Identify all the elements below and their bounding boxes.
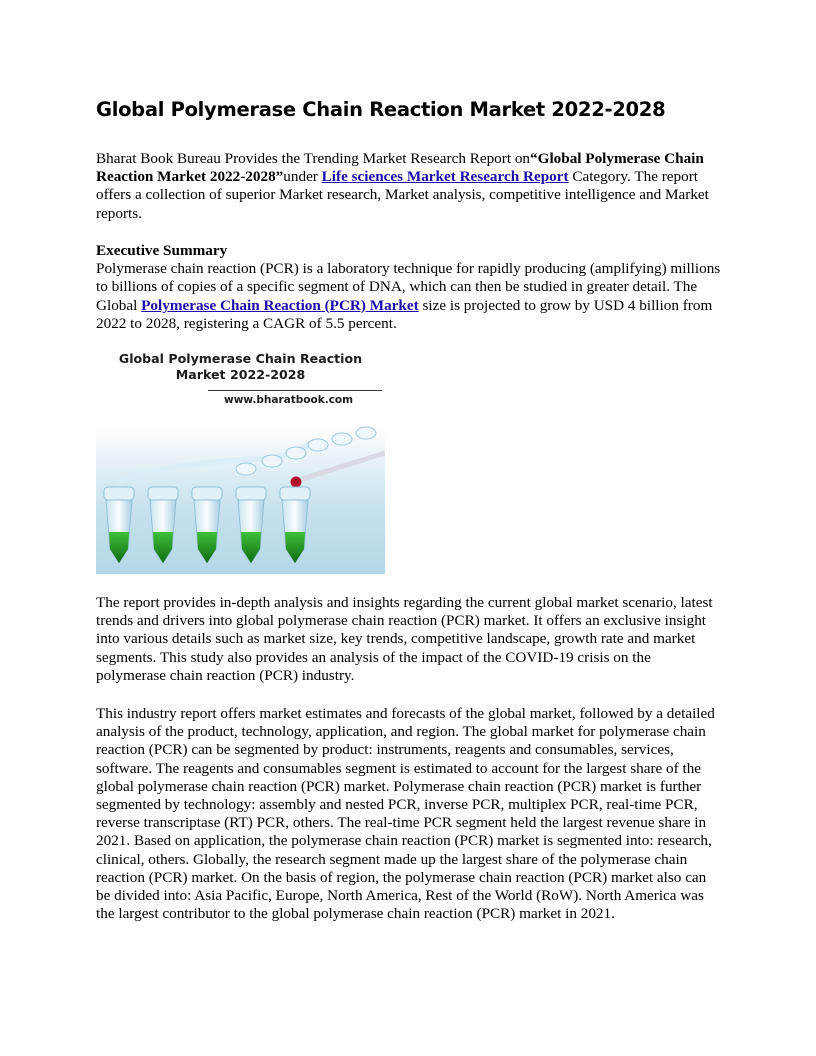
promo-title: Global Polymerase Chain Reaction Market 2022-2028 — [118, 351, 363, 382]
promo-url: www.bharatbook.com — [224, 394, 354, 406]
market-link[interactable]: Polymerase Chain Reaction (PCR) Market — [141, 296, 419, 314]
executive-summary-text — [96, 260, 724, 333]
analysis-paragraph: The report provides in-depth analysis and insights regarding the current global market scenario, latest trends and drivers into global polymerase chain reaction (PCR) market. It offers an exclusive insight into various details such as market size, key trends, competitive landscape, growth rate and market segments. This study also provides an analysis of the impact of the COVID-19 crisis on the polymerase chain reaction (PCR) industry. — [96, 594, 713, 684]
pcr-tube — [280, 487, 310, 563]
exec-text-before: Polymerase chain reaction (PCR) is a laboratory technique for rapidly producing (amplifying) millions to billions of copies of a specific segment of DNA, which can then be studied in greater detail. The Global — [96, 260, 721, 314]
intro-paragraph — [96, 150, 718, 223]
executive-summary — [96, 242, 724, 333]
pcr-tube — [236, 487, 266, 563]
pcr-tube — [148, 487, 178, 563]
intro-tail: Category. The report offers a collection of superior Market research, Market analysis, competitive intelligence and Market reports. — [96, 168, 709, 222]
intro-under: under — [283, 168, 322, 186]
category-link[interactable]: Life sciences Market Research Report — [321, 168, 569, 186]
executive-summary-heading: Executive Summary — [96, 242, 228, 259]
floating-caps — [236, 427, 376, 475]
page-title: Global Polymerase Chain Reaction Market 2022-2028 — [96, 98, 666, 121]
red-droplet — [291, 477, 302, 488]
pcr-tubes-illustration — [96, 349, 385, 574]
intro-report-name: “Global Polymerase Chain Reaction Market 2022-2028” — [96, 150, 704, 186]
promo-image — [96, 349, 385, 574]
pipette — [302, 453, 385, 479]
intro-lead: Bharat Book Bureau Provides the Trending Market Research Report on — [96, 150, 531, 167]
exec-text-after: size is projected to grow by USD 4 billion from 2022 to 2028, registering a CAGR of 5.5 percent. — [96, 296, 713, 332]
pcr-tube — [192, 487, 222, 563]
segmentation-paragraph: This industry report offers market estimates and forecasts of the global market, followed by a detailed analysis of the product, technology, application, and region. The global market for polymerase chain reaction (PCR) can be segmented by product: instruments, reagents and consumables, services, software. The reagents and consumables segment is estimated to account for the largest share of the global polymerase chain reaction (PCR) market. Polymerase chain reaction (PCR) market is further segmented by technology: assembly and nested PCR, inverse PCR, multiplex PCR, real-time PCR, reverse transcriptase (RT) PCR, others. The real-time PCR segment held the largest revenue share in 2021. Based on application, the polymerase chain reaction (PCR) market is segmented into: research, clinical, others. Globally, the research segment made up the largest share of the polymerase chain reaction (PCR) market. On the basis of region, the polymerase chain reaction (PCR) market also can be divided into: Asia Pacific, Europe, North America, Rest of the World (RoW). North America was the largest contributor to the global polymerase chain reaction (PCR) market in 2021. — [96, 705, 715, 923]
pcr-tube — [104, 487, 134, 563]
cap-strip — [118, 441, 316, 481]
